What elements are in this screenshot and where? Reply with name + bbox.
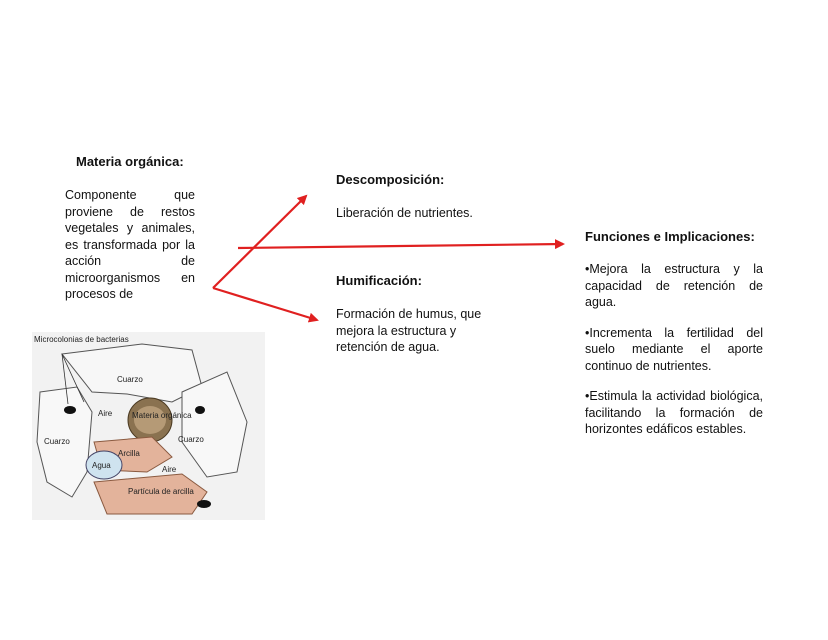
soil-label: Cuarzo: [178, 435, 204, 444]
descomposicion-text: Liberación de nutrientes.: [336, 206, 473, 220]
soil-label: Aire: [98, 409, 113, 418]
soil-label: Cuarzo: [117, 375, 143, 384]
funciones-item: •Estimula la actividad biológica, facilitando la formación de horizontes edáficos estables.: [585, 389, 763, 436]
soil-label: Agua: [92, 461, 111, 470]
soil-label: Cuarzo: [44, 437, 70, 446]
materia-organica-text: Componente que proviene de restos vegetales y animales, es transformada por la acción de microorganismos en procesos de: [65, 188, 195, 301]
soil-label: Arcilla: [118, 449, 140, 458]
arrow-to-humificacion: [213, 288, 317, 320]
humificacion-title: Humificación:: [336, 273, 422, 288]
soil-label: Materia orgánica: [132, 411, 192, 420]
soil-label: Partícula de arcilla: [128, 487, 194, 496]
funciones-title: Funciones e Implicaciones:: [585, 229, 755, 244]
descomposicion-title: Descomposición:: [336, 172, 445, 187]
soil-label: Aire: [162, 465, 177, 474]
soil-label: Microcolonias de bacterias: [34, 335, 129, 344]
arrow-to-funciones: [238, 244, 563, 248]
humificacion-text: Formación de humus, que mejora la estructura y retención de agua.: [336, 307, 482, 354]
soil-structure-image: [32, 332, 265, 520]
funciones-item: •Mejora la estructura y la capacidad de retención de agua.: [585, 262, 763, 309]
funciones-item: •Incrementa la fertilidad del suelo mediante el aporte continuo de nutrientes.: [585, 325, 763, 373]
materia-organica-title: Materia orgánica:: [76, 154, 184, 169]
arrow-to-descomposicion: [213, 196, 306, 288]
